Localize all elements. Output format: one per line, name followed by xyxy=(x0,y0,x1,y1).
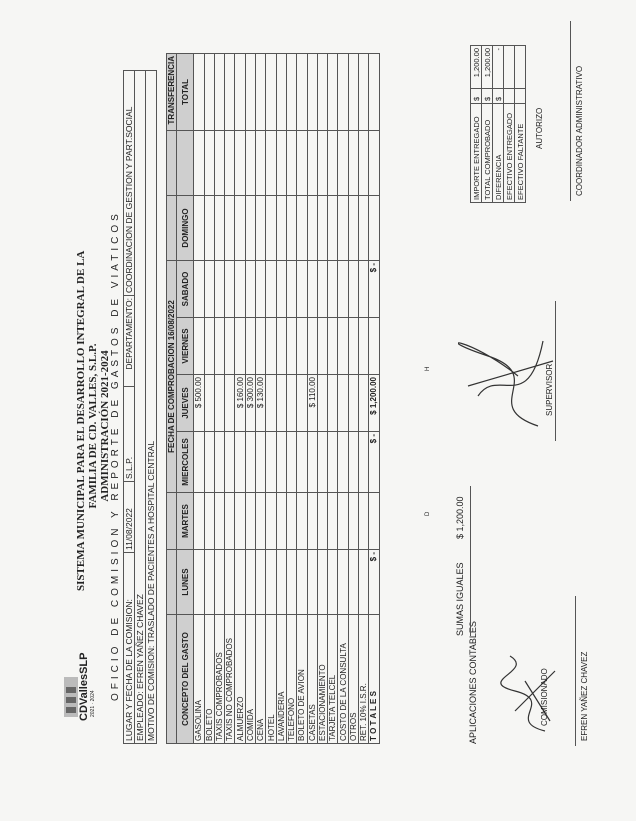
cell-lunes xyxy=(297,550,307,615)
cell-domingo xyxy=(256,196,266,261)
cell-sabado xyxy=(286,261,296,318)
table-row xyxy=(225,54,235,744)
summary-efectivo-entregado: EFECTIVO ENTREGADO xyxy=(504,104,515,203)
table-row xyxy=(214,54,224,744)
cell-total xyxy=(245,54,255,131)
table-row xyxy=(286,54,296,744)
cell-lunes xyxy=(256,550,266,615)
cell-viernes xyxy=(338,318,348,375)
cell-viernes xyxy=(204,318,214,375)
value-department: COORDINACION DE GESTION Y PART.SOCIAL xyxy=(124,71,135,296)
table-row xyxy=(297,54,307,744)
cell-jueves xyxy=(204,375,214,432)
cell-total xyxy=(317,54,327,131)
row-concept: COMIDA xyxy=(245,615,255,744)
table-row xyxy=(256,54,266,744)
cell-blank xyxy=(256,131,266,196)
cell-domingo xyxy=(235,196,245,261)
summary-efectivo-faltante: EFECTIVO FALTANTE xyxy=(515,104,526,203)
cell-total xyxy=(276,54,286,131)
cell-total xyxy=(286,54,296,131)
header-line-2: FAMILIA DE CD. VALLES, S.L.P. xyxy=(87,343,99,509)
cell-martes xyxy=(328,493,338,550)
row-concept: CASETAS xyxy=(307,615,317,744)
cell-total xyxy=(194,54,204,131)
row-concept: TARJETA TELCEL xyxy=(328,615,338,744)
cell-domingo xyxy=(348,196,358,261)
cell-lunes xyxy=(194,550,204,615)
cell-blank xyxy=(276,131,286,196)
cell-blank xyxy=(359,131,369,196)
value-date: 11/08/2022 xyxy=(124,482,135,553)
cell-jueves xyxy=(214,375,224,432)
cell-jueves xyxy=(338,375,348,432)
table-row xyxy=(348,54,358,744)
row-concept: OTROS xyxy=(348,615,358,744)
cell-viernes xyxy=(245,318,255,375)
cell-jueves: $ 500.00 xyxy=(194,375,204,432)
row-concept: GASOLINA xyxy=(194,615,204,744)
cell-lunes xyxy=(328,550,338,615)
cell-sabado xyxy=(359,261,369,318)
cell-martes xyxy=(204,493,214,550)
cell-lunes xyxy=(359,550,369,615)
cell-jueves xyxy=(225,375,235,432)
table-row xyxy=(194,54,204,744)
cell-blank xyxy=(328,131,338,196)
row-concept: RET. 10% I.S.R. xyxy=(359,615,369,744)
motive-row xyxy=(146,71,157,744)
cell-martes xyxy=(317,493,327,550)
cell-jueves xyxy=(348,375,358,432)
cell-total xyxy=(369,54,379,131)
col-miercoles: MIERCOLES xyxy=(177,432,194,493)
logo-subtext: 2021 · 2024 xyxy=(90,690,96,717)
cell-total xyxy=(204,54,214,131)
cell-miercoles xyxy=(307,432,317,493)
cell-domingo xyxy=(297,196,307,261)
cell-domingo xyxy=(338,196,348,261)
table-row xyxy=(338,54,348,744)
label-transferencia: TRANSFERENCIA xyxy=(167,54,177,131)
label-comisionado: COMISIONADO xyxy=(540,668,549,726)
summary-total-comprobado: TOTAL COMPROBADO xyxy=(482,104,493,203)
cell-total xyxy=(256,54,266,131)
cell-blank xyxy=(286,131,296,196)
col-jueves: JUEVES xyxy=(177,375,194,432)
col-sabado: SABADO xyxy=(177,261,194,318)
report-title: OFICIO DE COMISION Y REPORTE DE GASTOS DE VIATICOS xyxy=(110,210,121,701)
col-lunes: LUNES xyxy=(177,550,194,615)
row-concept: HOTEL xyxy=(266,615,276,744)
cell-total xyxy=(307,54,317,131)
cell-blank xyxy=(317,131,327,196)
cell-lunes xyxy=(317,550,327,615)
table-row xyxy=(328,54,338,744)
cell-lunes xyxy=(235,550,245,615)
cell-viernes xyxy=(359,318,369,375)
cell-viernes xyxy=(225,318,235,375)
cell-sabado xyxy=(348,261,358,318)
cell-lunes xyxy=(348,550,358,615)
table-row xyxy=(317,54,327,744)
label-coordinador: COORDINADOR ADMINISTRATIVO xyxy=(575,65,584,196)
cell-total xyxy=(328,54,338,131)
cell-domingo xyxy=(369,196,379,261)
cell-blank xyxy=(225,131,235,196)
cell-martes xyxy=(256,493,266,550)
cell-martes xyxy=(338,493,348,550)
cell-total xyxy=(225,54,235,131)
cell-lunes xyxy=(338,550,348,615)
cell-sabado xyxy=(307,261,317,318)
cell-viernes xyxy=(328,318,338,375)
cell-miercoles xyxy=(225,432,235,493)
label-employee: EMPLEADO: xyxy=(135,691,145,741)
row-concept: ESTACIONAMIENTO xyxy=(317,615,327,744)
cell-miercoles xyxy=(245,432,255,493)
cell-viernes xyxy=(286,318,296,375)
cell-jueves xyxy=(359,375,369,432)
cell-miercoles xyxy=(204,432,214,493)
cell-martes xyxy=(194,493,204,550)
cell-viernes xyxy=(348,318,358,375)
label-department: DEPARTAMENTO: xyxy=(124,296,135,387)
summary-table: IMPORTE ENTREGADO $ 1,200.00 TOTAL COMPROBADO $ 1,200.00 DIFERENCIA $ - EFECTIVO ENTREGADO EFECTIVO FALTANTE xyxy=(470,45,526,203)
cell-miercoles xyxy=(348,432,358,493)
row-concept: LAVANDERIA xyxy=(276,615,286,744)
cell-martes xyxy=(214,493,224,550)
cell-total xyxy=(214,54,224,131)
table-row xyxy=(266,54,276,744)
cell-sabado xyxy=(317,261,327,318)
label-autorizo: AUTORIZO xyxy=(535,107,544,149)
cell-jueves: $ 130.00 xyxy=(256,375,266,432)
cell-domingo xyxy=(328,196,338,261)
employee-name: EFREN YAÑEZ CHAVEZ xyxy=(580,651,589,741)
value-motive: TRASLADO DE PACIENTES A HOSPITAL CENTRAL xyxy=(146,440,156,644)
cell-domingo xyxy=(245,196,255,261)
cell-sabado xyxy=(276,261,286,318)
cell-domingo xyxy=(225,196,235,261)
label-fecha-comprobacion: FECHA DE COMPROBACION 16/08/2022 xyxy=(167,261,177,493)
cell-sabado xyxy=(328,261,338,318)
cell-sabado xyxy=(266,261,276,318)
row-concept: T O T A L E S xyxy=(369,615,379,744)
value-city: S.L.P. xyxy=(124,387,135,482)
footnote-h: H xyxy=(425,366,431,371)
cell-blank xyxy=(369,131,379,196)
col-concept: CONCEPTO DEL GASTO xyxy=(177,615,194,744)
cell-miercoles xyxy=(256,432,266,493)
table-row xyxy=(359,54,369,744)
summary-diferencia: DIFERENCIA xyxy=(493,104,504,203)
cell-domingo xyxy=(194,196,204,261)
cell-domingo xyxy=(276,196,286,261)
cell-viernes xyxy=(276,318,286,375)
cell-sabado xyxy=(245,261,255,318)
header-row xyxy=(177,54,194,744)
cell-miercoles xyxy=(286,432,296,493)
cell-lunes xyxy=(286,550,296,615)
label-place-date: LUGAR Y FECHA DE LA COMISION: xyxy=(124,553,135,744)
cell-sabado xyxy=(225,261,235,318)
cell-martes xyxy=(369,493,379,550)
cell-miercoles xyxy=(235,432,245,493)
employee-row xyxy=(135,71,146,744)
cell-jueves xyxy=(266,375,276,432)
cell-viernes xyxy=(307,318,317,375)
cell-jueves xyxy=(286,375,296,432)
cell-miercoles xyxy=(214,432,224,493)
cell-martes xyxy=(286,493,296,550)
cell-jueves: $ 1,200.00 xyxy=(369,375,379,432)
cell-miercoles: $ - xyxy=(369,432,379,493)
cell-martes xyxy=(359,493,369,550)
cell-lunes xyxy=(307,550,317,615)
row-concept: ALMUERZO xyxy=(235,615,245,744)
cell-domingo xyxy=(286,196,296,261)
table-row xyxy=(369,54,379,744)
summary-importe-entregado: IMPORTE ENTREGADO xyxy=(471,104,482,203)
cell-domingo xyxy=(204,196,214,261)
info-table xyxy=(123,70,157,744)
cell-miercoles xyxy=(194,432,204,493)
cell-domingo xyxy=(266,196,276,261)
cell-total xyxy=(266,54,276,131)
row-concept: TAXIS COMPROBADOS xyxy=(214,615,224,744)
cell-viernes xyxy=(256,318,266,375)
cell-sabado xyxy=(297,261,307,318)
cell-domingo xyxy=(214,196,224,261)
cell-sabado xyxy=(235,261,245,318)
cell-blank xyxy=(266,131,276,196)
cell-lunes: $ - xyxy=(369,550,379,615)
cell-viernes xyxy=(317,318,327,375)
cell-martes xyxy=(297,493,307,550)
header-line-1: SISTEMA MUNICIPAL PARA EL DESARROLLO INTEGRAL DE LA xyxy=(75,250,87,591)
cell-lunes xyxy=(225,550,235,615)
cell-viernes xyxy=(266,318,276,375)
row-concept: CENA xyxy=(256,615,266,744)
table-row xyxy=(245,54,255,744)
value-sumas-iguales: $ 1,200.00 xyxy=(455,496,465,539)
col-viernes: VIERNES xyxy=(177,318,194,375)
cell-viernes xyxy=(214,318,224,375)
row-concept: TELEFONO xyxy=(286,615,296,744)
cell-martes xyxy=(276,493,286,550)
cell-blank xyxy=(307,131,317,196)
cell-lunes xyxy=(214,550,224,615)
cell-lunes xyxy=(266,550,276,615)
table-row xyxy=(204,54,214,744)
table-row xyxy=(276,54,286,744)
cell-blank xyxy=(348,131,358,196)
cell-miercoles xyxy=(359,432,369,493)
cell-jueves: $ 300.00 xyxy=(245,375,255,432)
cell-sabado xyxy=(338,261,348,318)
row-concept: BOLETO xyxy=(204,615,214,744)
cell-miercoles xyxy=(297,432,307,493)
col-martes: MARTES xyxy=(177,493,194,550)
cell-blank xyxy=(194,131,204,196)
cell-domingo xyxy=(317,196,327,261)
cell-martes xyxy=(266,493,276,550)
cell-miercoles xyxy=(317,432,327,493)
col-domingo: DOMINGO xyxy=(177,196,194,261)
value-employee: EFREN YAÑEZ CHAVEZ xyxy=(135,594,145,690)
cell-jueves xyxy=(328,375,338,432)
cell-martes xyxy=(235,493,245,550)
cell-viernes xyxy=(194,318,204,375)
cell-martes xyxy=(225,493,235,550)
col-total: TOTAL xyxy=(177,54,194,131)
signature-comisionado xyxy=(495,651,565,741)
cell-total xyxy=(359,54,369,131)
cell-sabado xyxy=(194,261,204,318)
row-concept: COSTO DE LA CONSULTA xyxy=(338,615,348,744)
cell-martes xyxy=(245,493,255,550)
signature-supervisor xyxy=(458,326,558,436)
col-blank xyxy=(177,131,194,196)
cell-sabado xyxy=(204,261,214,318)
cell-sabado: $ - xyxy=(369,261,379,318)
cell-blank xyxy=(235,131,245,196)
logo-text: CDVallesSLP xyxy=(78,652,90,721)
cell-blank xyxy=(245,131,255,196)
cell-viernes xyxy=(297,318,307,375)
cell-martes xyxy=(348,493,358,550)
label-aplicaciones: APLICACIONES CONTABLES xyxy=(468,621,478,744)
cell-total xyxy=(297,54,307,131)
cell-viernes xyxy=(235,318,245,375)
expense-table xyxy=(166,53,380,744)
cell-lunes xyxy=(276,550,286,615)
cell-lunes xyxy=(204,550,214,615)
row-concept: TAXIS NO COMPROBADOS xyxy=(225,615,235,744)
cell-viernes xyxy=(369,318,379,375)
cell-domingo xyxy=(307,196,317,261)
cell-total xyxy=(235,54,245,131)
footnote-d: D xyxy=(425,511,431,516)
cdvalles-logo xyxy=(62,652,96,721)
cell-lunes xyxy=(245,550,255,615)
table-row xyxy=(235,54,245,744)
cell-miercoles xyxy=(338,432,348,493)
table-row xyxy=(307,54,317,744)
label-motive: MOTIVO DE COMISION: xyxy=(146,645,156,741)
cell-total xyxy=(348,54,358,131)
cell-sabado xyxy=(214,261,224,318)
cell-blank xyxy=(338,131,348,196)
cell-jueves xyxy=(297,375,307,432)
label-supervisor: SUPERVISOR xyxy=(545,363,554,416)
label-sumas-iguales: SUMAS IGUALES xyxy=(455,562,465,636)
cell-jueves xyxy=(317,375,327,432)
cell-total xyxy=(338,54,348,131)
cell-blank xyxy=(214,131,224,196)
cell-blank xyxy=(204,131,214,196)
cell-miercoles xyxy=(276,432,286,493)
cell-jueves: $ 160.00 xyxy=(235,375,245,432)
header-line-3: ADMINISTRACIÓN 2021-2024 xyxy=(99,350,111,502)
cell-sabado xyxy=(256,261,266,318)
cell-miercoles xyxy=(328,432,338,493)
cell-miercoles xyxy=(266,432,276,493)
cell-martes xyxy=(307,493,317,550)
row-concept: BOLETO DE AVION xyxy=(297,615,307,744)
cell-domingo xyxy=(359,196,369,261)
cell-jueves: $ 110.00 xyxy=(307,375,317,432)
cell-blank xyxy=(297,131,307,196)
cell-jueves xyxy=(276,375,286,432)
